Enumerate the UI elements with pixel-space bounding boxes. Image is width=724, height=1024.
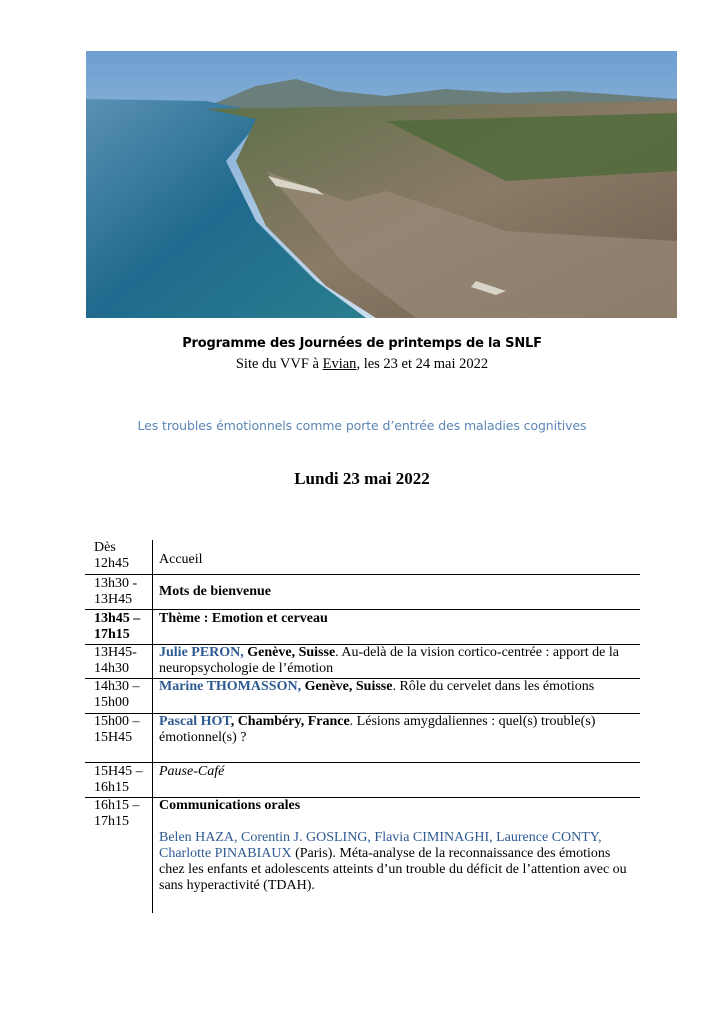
talk-title: . Au-delà de la vision cortico-centrée : apport de la neuropsychologie de l’émotion [159, 645, 619, 676]
schedule-time: 15h00 – 15H45 [94, 714, 140, 745]
schedule-time: 13h30 - 13H45 [94, 576, 138, 607]
talk-description [159, 714, 635, 746]
schedule-text: Pause-Café [159, 764, 225, 779]
schedule-time: 13H45- 14h30 [94, 645, 137, 676]
speaker-place: Genève, Suisse [301, 679, 393, 694]
schedule-time: 15H45 – 16h15 [94, 764, 143, 795]
programme-title: Programme des Journées de printemps de la SNLF [182, 336, 542, 351]
talk-description [159, 830, 635, 894]
speaker-name: Julie PERON, [159, 645, 244, 660]
schedule-text: Thème : Emotion et cerveau [159, 611, 328, 626]
header-photo [86, 51, 677, 318]
site-place-link[interactable]: Evian [322, 356, 357, 372]
schedule-time: Dès 12h45 [94, 540, 129, 571]
schedule-time: 13h45 – 17h15 [94, 611, 141, 642]
talk-description [159, 645, 635, 677]
talk-title: . Lésions amygdaliennes : quel(s) trouble(s) émotionnel(s) ? [159, 714, 596, 745]
site-suffix: , les 23 et 24 mai 2022 [356, 356, 489, 372]
schedule-text: Accueil [159, 552, 203, 567]
speaker-place: Genève, Suisse [243, 645, 336, 660]
speaker-place: , Chambéry, France [230, 714, 350, 729]
day-heading: Lundi 23 mai 2022 [294, 469, 430, 488]
site-and-date [0, 356, 724, 373]
session-heading: Communications orales [159, 798, 301, 813]
schedule-time: 14h30 – 15h00 [94, 679, 140, 710]
schedule-time: 16h15 – 17h15 [94, 798, 140, 829]
authors: Belen HAZA, Corentin J. GOSLING, Flavia CIMINAGHI, Laurence CONTY, Charlotte PINABIAUX [159, 830, 602, 861]
speaker-name: Pascal HOT [159, 714, 231, 729]
row-divider [85, 574, 640, 575]
speaker-name: Marine THOMASSON, [159, 679, 302, 694]
site-prefix: Site du VVF à [235, 356, 323, 372]
row-divider [85, 762, 640, 763]
theme-title: Les troubles émotionnels comme porte d’entrée des maladies cognitives [137, 418, 587, 433]
row-divider [85, 609, 640, 610]
talk-description [159, 679, 635, 695]
talk-title: . Rôle du cervelet dans les émotions [392, 679, 595, 694]
column-divider [152, 540, 153, 913]
lake-town-aerial-image [86, 51, 677, 318]
schedule-text: Mots de bienvenue [159, 584, 271, 599]
talk-title: (Paris). Méta-analyse de la reconnaissance des émotions chez les enfants et adolescents atteints d’un trouble du déficit de l’attention avec ou sans hyperactivité (TDAH). [159, 846, 627, 893]
